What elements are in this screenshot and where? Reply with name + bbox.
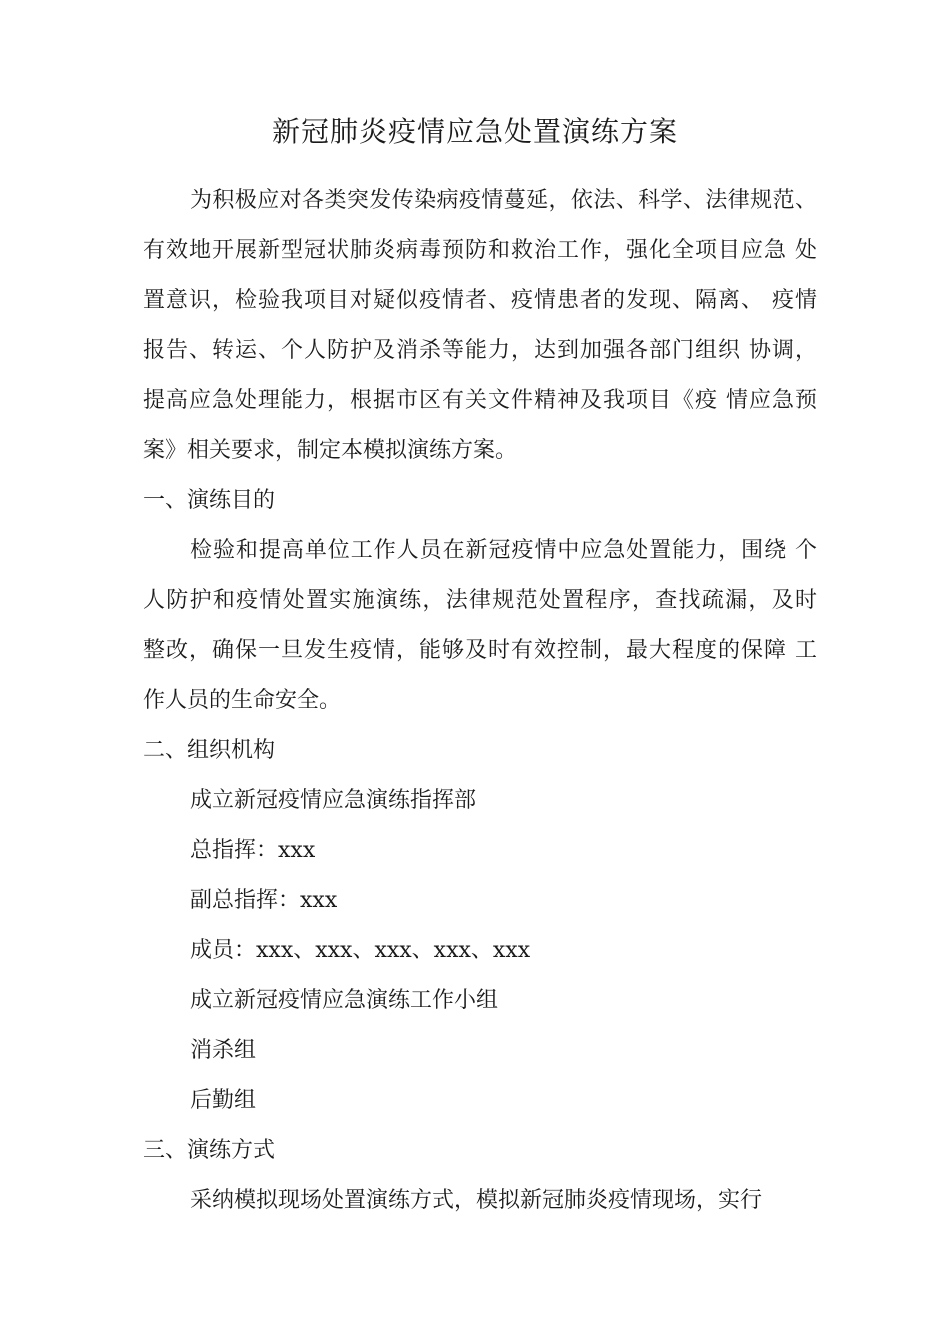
section1-line: 整改，确保一旦发生疫情，能够及时有效控制，最大程度的保障 工 bbox=[143, 638, 817, 663]
section2-item: 成员：xxx、xxx、xxx、xxx、xxx bbox=[190, 938, 531, 963]
section-heading: 二、组织机构 bbox=[143, 738, 276, 763]
section1-line: 作人员的生命安全。 bbox=[143, 688, 342, 713]
intro-line: 置意识，检验我项目对疑似疫情者、疫情患者的发现、隔离、 疫情 bbox=[143, 288, 817, 313]
intro-line: 案》相关要求，制定本模拟演练方案。 bbox=[143, 438, 518, 463]
intro-line: 报告、转运、个人防护及消杀等能力，达到加强各部门组织 协调， bbox=[143, 338, 817, 363]
section2-item: 总指挥：xxx bbox=[190, 838, 316, 863]
section2-item: 成立新冠疫情应急演练指挥部 bbox=[190, 788, 477, 813]
intro-line: 提高应急处理能力，根据市区有关文件精神及我项目《疫 情应急预 bbox=[143, 388, 817, 413]
section3-line: 采纳模拟现场处置演练方式，模拟新冠肺炎疫情现场，实行 bbox=[190, 1188, 763, 1213]
intro-line: 有效地开展新型冠状肺炎病毒预防和救治工作，强化全项目应急 处 bbox=[143, 238, 817, 263]
section2-item: 成立新冠疫情应急演练工作小组 bbox=[190, 988, 499, 1013]
section2-item: 消杀组 bbox=[190, 1038, 257, 1063]
section2-item: 副总指挥：xxx bbox=[190, 888, 338, 913]
section2-item: 后勤组 bbox=[190, 1088, 257, 1113]
intro-line: 为积极应对各类突发传染病疫情蔓延，依法、科学、法律规范、 bbox=[190, 188, 817, 213]
section-heading: 三、演练方式 bbox=[143, 1138, 276, 1163]
document-title: 新冠肺炎疫情应急处置演练方案 bbox=[271, 115, 678, 148]
section1-line: 人防护和疫情处置实施演练，法律规范处置程序，查找疏漏，及时 bbox=[143, 588, 817, 613]
section1-line: 检验和提高单位工作人员在新冠疫情中应急处置能力，围绕 个 bbox=[190, 538, 817, 563]
section-heading: 一、演练目的 bbox=[143, 488, 276, 513]
